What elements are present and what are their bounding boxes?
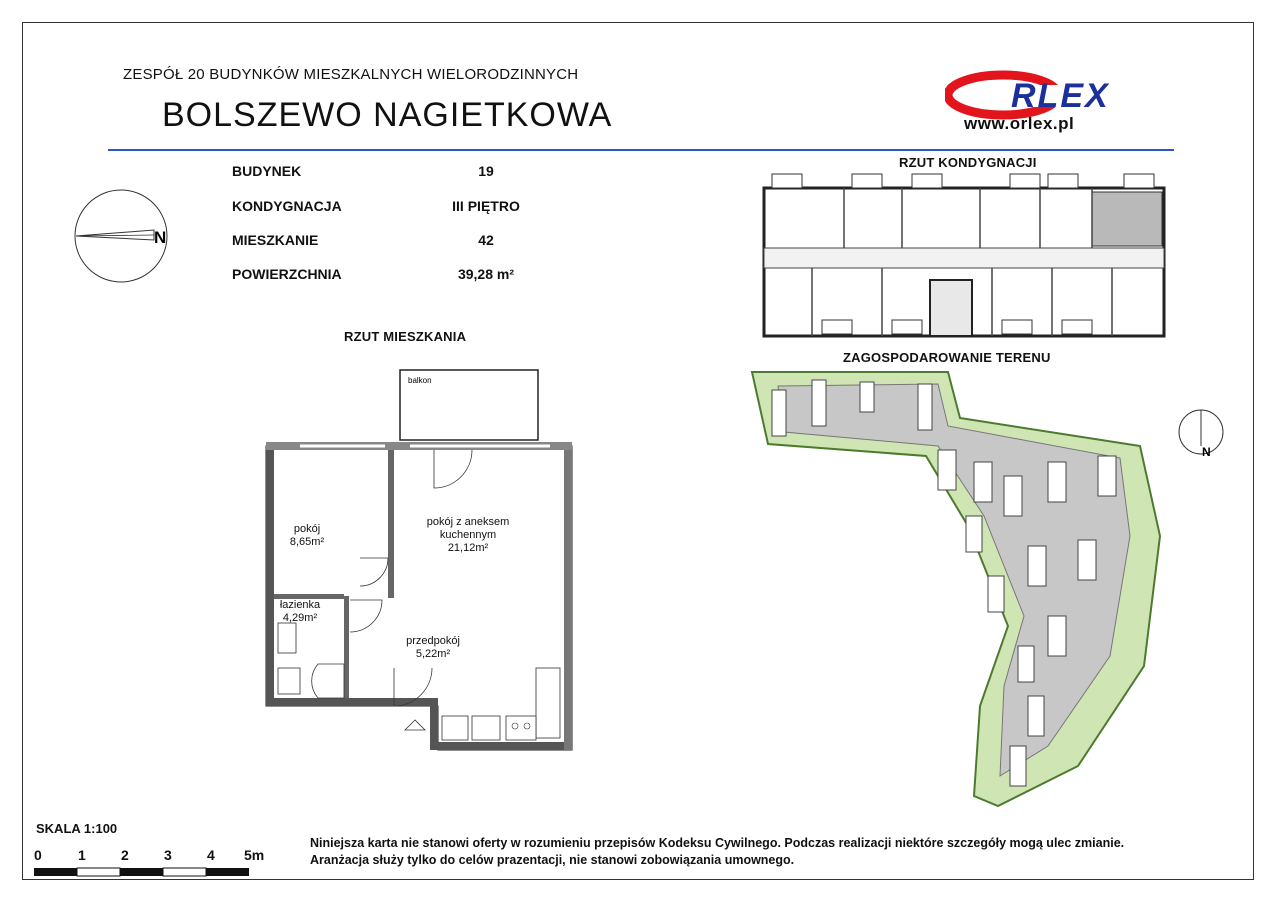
scale-tick: 3 <box>164 847 172 863</box>
room-label-hallway <box>398 635 468 661</box>
scale-tick: 4 <box>207 847 215 863</box>
header-divider <box>108 149 1174 151</box>
entrance-marker <box>405 720 425 730</box>
storey-floor-plan <box>752 170 1172 340</box>
info-value-floor: III PIĘTRO <box>452 198 520 214</box>
floor-plan-heading: RZUT KONDYGNACJI <box>899 155 1037 170</box>
wall-west <box>266 446 274 706</box>
staircase <box>930 280 972 336</box>
scale-tick: 0 <box>34 847 42 863</box>
scale-bar <box>34 866 264 878</box>
toilet <box>278 668 300 694</box>
washbasin <box>278 623 296 653</box>
balcony-label: balkon <box>408 376 432 385</box>
project-subtitle: ZESPÓŁ 20 BUDYNKÓW MIESZKALNYCH WIELORODZINNYCH <box>123 66 579 83</box>
cabinet <box>442 716 468 740</box>
room-area: 5,22m² <box>415 648 451 660</box>
legal-notice <box>310 835 1124 869</box>
room-area: 8,65m² <box>289 536 325 548</box>
info-label-floor: KONDYGNACJA <box>232 198 342 214</box>
wall-south-right <box>430 742 572 750</box>
room-name: pokój <box>293 523 321 535</box>
storey-corridor <box>764 248 1164 268</box>
scale-tick: 2 <box>121 847 129 863</box>
room-name: łazienka <box>279 599 321 611</box>
info-value-building: 19 <box>478 163 494 179</box>
partition-room-kitchen <box>388 450 394 598</box>
room-area: 21,12m² <box>447 542 489 554</box>
room-name: pokój z aneksem kuchennym <box>426 516 510 541</box>
apartment-floor-plan <box>260 368 585 758</box>
scale-tick: 1 <box>78 847 86 863</box>
info-label-apartment: MIESZKANIE <box>232 232 319 248</box>
north-compass <box>68 188 178 288</box>
project-title: BOLSZEWO NAGIETKOWA <box>162 96 613 134</box>
kitchen-counter <box>536 668 560 738</box>
notice-line: Niniejsza karta nie stanowi oferty w rozumieniu przepisów Kodeksu Cywilnego. Podczas realizacji niektóre szczegóły mogą ulec zmianie. <box>310 836 1125 850</box>
site-compass-north-label: N <box>1202 445 1211 459</box>
info-label-building: BUDYNEK <box>232 163 302 179</box>
info-value-apartment: 42 <box>478 232 494 248</box>
room-label-bedroom <box>272 523 342 549</box>
apartment-plan-heading: RZUT MIESZKANIA <box>344 329 467 344</box>
stove <box>506 716 536 740</box>
site-plan-heading: ZAGOSPODAROWANIE TERENU <box>843 350 1051 365</box>
room-label-bathroom <box>274 599 326 625</box>
scale-label: SKALA 1:100 <box>36 821 118 836</box>
notice-line: Aranżacja służy tylko do celów prazentacji, nie stanowi zobowiązania umownego. <box>310 853 795 867</box>
room-label-living-kitchen <box>413 516 523 555</box>
info-value-area: 39,28 m² <box>457 266 515 282</box>
wall-east <box>564 446 572 750</box>
info-label-area: POWIERZCHNIA <box>232 266 342 282</box>
partition-bath-side <box>344 596 349 698</box>
svg-text:RLEX: RLEX <box>1011 77 1110 115</box>
highlighted-apartment <box>1092 192 1162 246</box>
room-area: 4,29m² <box>282 612 318 624</box>
site-north-compass <box>1176 406 1226 462</box>
room-name: przedpokój <box>406 635 460 647</box>
compass-north-label: N <box>154 228 167 247</box>
shower <box>312 664 344 698</box>
scale-tick: 5m <box>244 847 265 863</box>
site-plan <box>748 366 1168 816</box>
fridge <box>472 716 500 740</box>
wall-south-left <box>266 698 438 706</box>
logo-url: www.orlex.pl <box>964 114 1075 133</box>
